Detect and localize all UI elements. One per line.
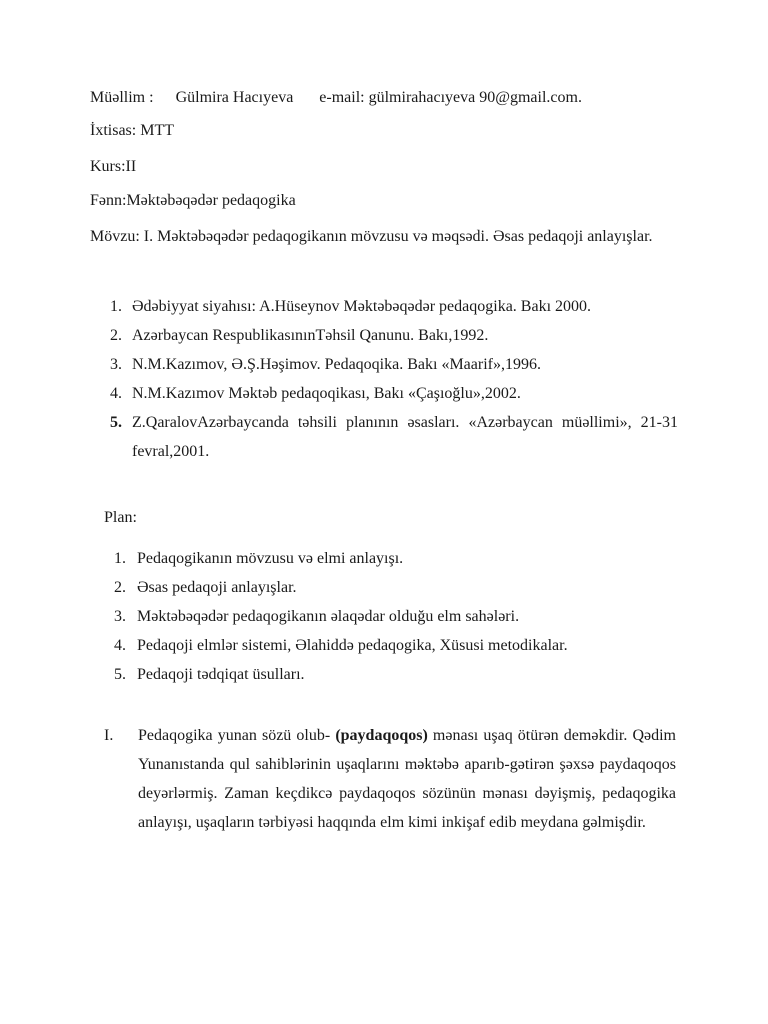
list-number: 1. <box>110 298 122 315</box>
list-text: Məktəbəqədər pedaqogikanın əlaqədar olduğu elm sahələri. <box>137 608 520 625</box>
literature-list <box>90 292 678 466</box>
list-text: Əsas pedaqoji anlayışlar. <box>137 579 297 596</box>
section-text-before: Pedaqogika yunan sözü olub- <box>138 727 336 744</box>
list-text: N.M.Kazımov, Ə.Ş.Həşimov. Pedaqoqika. Bakı «Maarif»,1996. <box>132 356 541 373</box>
section-text-after: mənası uşaq ötürən deməkdir. Qədim Yunanıstanda qul sahiblərinin uşaqlarını məktəbə aparıb-gətirən şəxsə paydaqoqos deyərlərmiş. Zaman keçdikcə paydaqoqos sözünün mənası dəyişmiş, pedaqogika anlayışı, uşaqların tərbiyəsi haqqında elm kimi inkişaf edib meydana gəlmişdir. <box>138 727 677 831</box>
list-item <box>90 408 678 466</box>
list-number: 5. <box>110 414 122 431</box>
list-number: 2. <box>110 327 122 344</box>
teacher-label: Müəllim : <box>90 89 154 106</box>
email-label: e-mail: <box>319 89 365 106</box>
list-text: Azərbaycan RespublikasınınTəhsil Qanunu. Bakı,1992. <box>132 327 489 344</box>
list-text: N.M.Kazımov Məktəb pedaqoqikası, Bakı «Çaşıoğlu»,2002. <box>132 385 521 402</box>
subject-line: Fənn:Məktəbəqədər pedaqogika <box>90 192 296 209</box>
teacher-line <box>90 88 582 108</box>
list-number: 4. <box>110 385 122 402</box>
list-item <box>90 660 678 689</box>
list-item <box>90 602 678 631</box>
list-number: 1. <box>114 550 126 567</box>
specialty-line: İxtisas: MTT <box>90 122 174 139</box>
list-item <box>90 321 678 350</box>
list-number: 3. <box>110 356 122 373</box>
list-item <box>90 573 678 602</box>
list-number: 5. <box>114 666 126 683</box>
list-number: 2. <box>114 579 126 596</box>
list-number: 3. <box>114 608 126 625</box>
list-item <box>90 631 678 660</box>
list-text: Ədəbiyyat siyahısı: A.Hüseynov Məktəbəqədər pedaqogika. Bakı 2000. <box>132 298 592 315</box>
plan-title: Plan: <box>104 509 137 526</box>
course-line: Kurs:II <box>90 158 137 175</box>
bold-term: (paydaqoqos) <box>335 727 428 744</box>
list-text: Z.QaralovAzərbaycanda təhsili planının əsasları. «Azərbaycan müəllimi», 21-31 fevral,2001. <box>132 414 678 460</box>
section-one <box>104 721 676 837</box>
list-text: Pedaqoji elmlər sistemi, Əlahiddə pedaqogika, Xüsusi metodikalar. <box>137 637 568 654</box>
email-value: gülmirahacıyeva 90@gmail.com. <box>368 89 582 106</box>
list-item <box>90 350 678 379</box>
list-text: Pedaqogikanın mövzusu və elmi anlayışı. <box>137 550 404 567</box>
list-item <box>90 379 678 408</box>
list-item <box>90 292 678 321</box>
section-paragraph <box>138 721 676 837</box>
list-text: Pedaqoji tədqiqat üsulları. <box>137 666 305 683</box>
list-number: 4. <box>114 637 126 654</box>
topic-paragraph: Mövzu: I. Məktəbəqədər pedaqogikanın mövzusu və məqsədi. Əsas pedaqoji anlayışlar. <box>90 228 653 245</box>
plan-list <box>90 544 678 689</box>
teacher-name: Gülmira Hacıyeva <box>175 89 294 106</box>
section-number: I. <box>104 727 114 744</box>
list-item <box>90 544 678 573</box>
